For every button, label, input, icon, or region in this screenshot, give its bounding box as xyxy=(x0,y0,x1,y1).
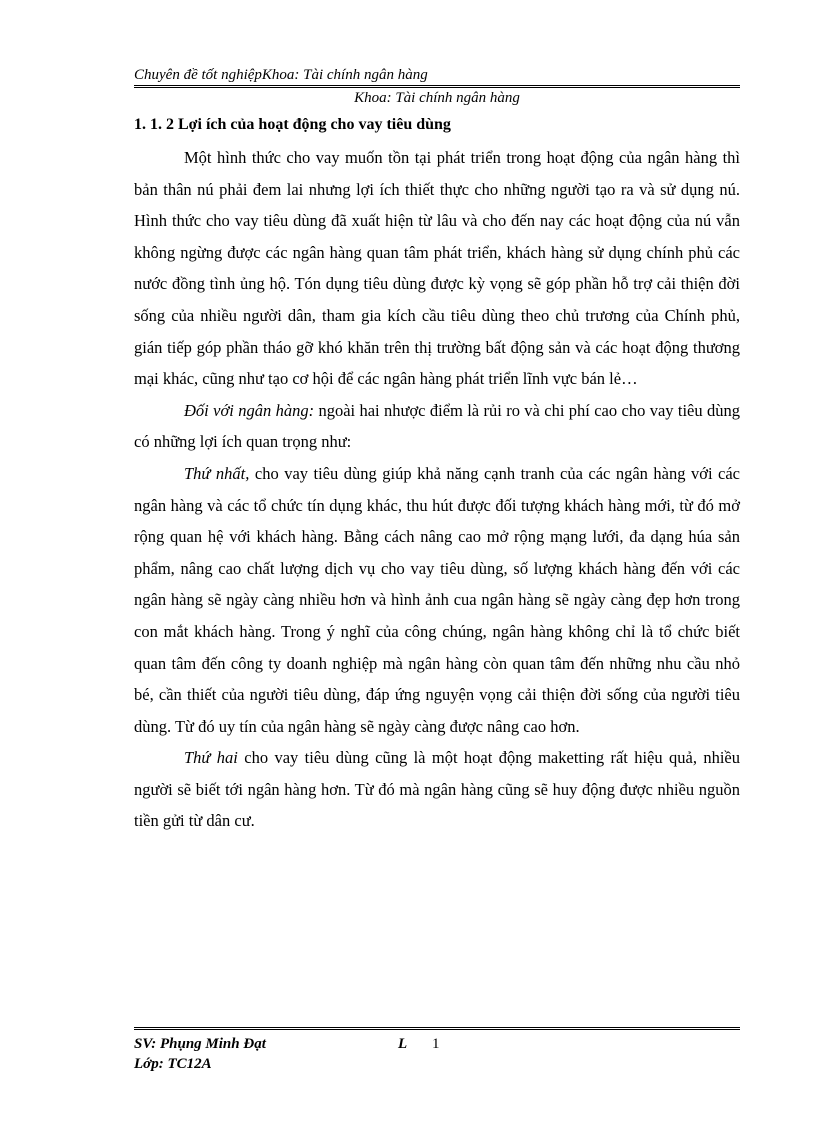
document-body xyxy=(134,114,740,837)
paragraph-first-benefit xyxy=(134,458,740,742)
paragraph-text: ngoài hai nhược điểm là rủi ro và chi phí cao cho vay tiêu dùng có những lợi ích quan trọng như: xyxy=(134,400,740,452)
footer-student-name: SV: Phụng Minh Đạt xyxy=(134,1036,266,1052)
paragraph-lead: Thứ hai xyxy=(184,748,238,768)
header-rule xyxy=(134,85,740,88)
paragraph-lead: Đối với ngân hàng: xyxy=(184,400,315,420)
footer-page-number: 1 xyxy=(432,1036,440,1052)
header-title: Chuyên đề tốt nghiệpKhoa: Tài chính ngân hàng xyxy=(134,67,428,83)
footer-row-class xyxy=(134,1054,740,1074)
paragraph-lead: Thứ nhất, xyxy=(184,463,250,483)
page-header xyxy=(134,66,740,107)
section-heading: 1. 1. 2 Lợi ích của hoạt động cho vay tiêu dùng xyxy=(134,116,451,133)
page-footer xyxy=(134,1027,740,1074)
paragraph-intro: Một hình thức cho vay muốn tồn tại phát triển trong hoạt động của ngân hàng thì bản thân nú phải đem lai nhưng lợi ích thiết thực cho những người tạo ra và sử dụng nú. Hình thức cho vay tiêu dùng đã xuất hiện từ lâu và cho đến nay các hoạt động của nú vẫn không ngừng được các ngân hàng quan tâm phát triển, khách hàng sử dụng chính phủ các nước đồng tình ủng hộ. Tón dụng tiêu dùng được kỳ vọng sẽ góp phần hỗ trợ cải thiện đời sống của nhiều người dân, tham gia kích cầu tiêu dùng theo chủ trương của Chính phủ, gián tiếp góp phần tháo gỡ khó khăn trên thị trường bất động sản và các hoạt động thương mại khác, cũng như tạo cơ hội để các ngân hàng phát triển lĩnh vực bán lẻ… xyxy=(134,148,740,389)
footer-row-student xyxy=(134,1034,740,1054)
paragraph-text: cho vay tiêu dùng giúp khả năng cạnh tranh của các ngân hàng với các ngân hàng và các tổ chức tín dụng khác, thu hút được đối tượng khách hàng mới, từ đó mở rộng quan hệ với khách hàng. Bằng cách nâng cao mở rộng mạng lưới, đa dạng húa sản phẩm, nâng cao chất lượng dịch vụ cho vay tiêu dùng, số lượng khách hàng đến với các ngân hàng sẽ ngày càng nhiều hơn và hình ảnh cua ngân hàng sẽ ngày càng đẹp hơn trong con mắt khách hàng. Trong ý nghĩ của công chúng, ngân hàng không chỉ là tổ chức biết quan tâm đến công ty doanh nghiệp mà ngân hàng còn quan tâm đến những nhu cầu nhỏ bé, cần thiết của người tiêu dùng, đáp ứng nguyện vọng cải thiện đời sống của người tiêu dùng. Từ đó uy tín của ngân hàng sẽ ngày càng được nâng cao hơn. xyxy=(134,463,741,736)
footer-rule xyxy=(134,1027,740,1030)
paragraph-bank-benefits xyxy=(134,395,740,458)
header-subtitle: Khoa: Tài chính ngân hàng xyxy=(354,90,520,106)
paragraph-second-benefit xyxy=(134,742,740,837)
paragraph-text: cho vay tiêu dùng cũng là một hoạt động maketting rất hiệu quả, nhiều người sẽ biết tới ngân hàng hơn. Từ đó mà ngân hàng cũng sẽ huy động được nhiều nguồn tiền gửi từ dân cư. xyxy=(134,748,740,831)
footer-marker: L xyxy=(398,1036,408,1052)
footer-class-label: Lớp: TC12A xyxy=(134,1056,212,1072)
